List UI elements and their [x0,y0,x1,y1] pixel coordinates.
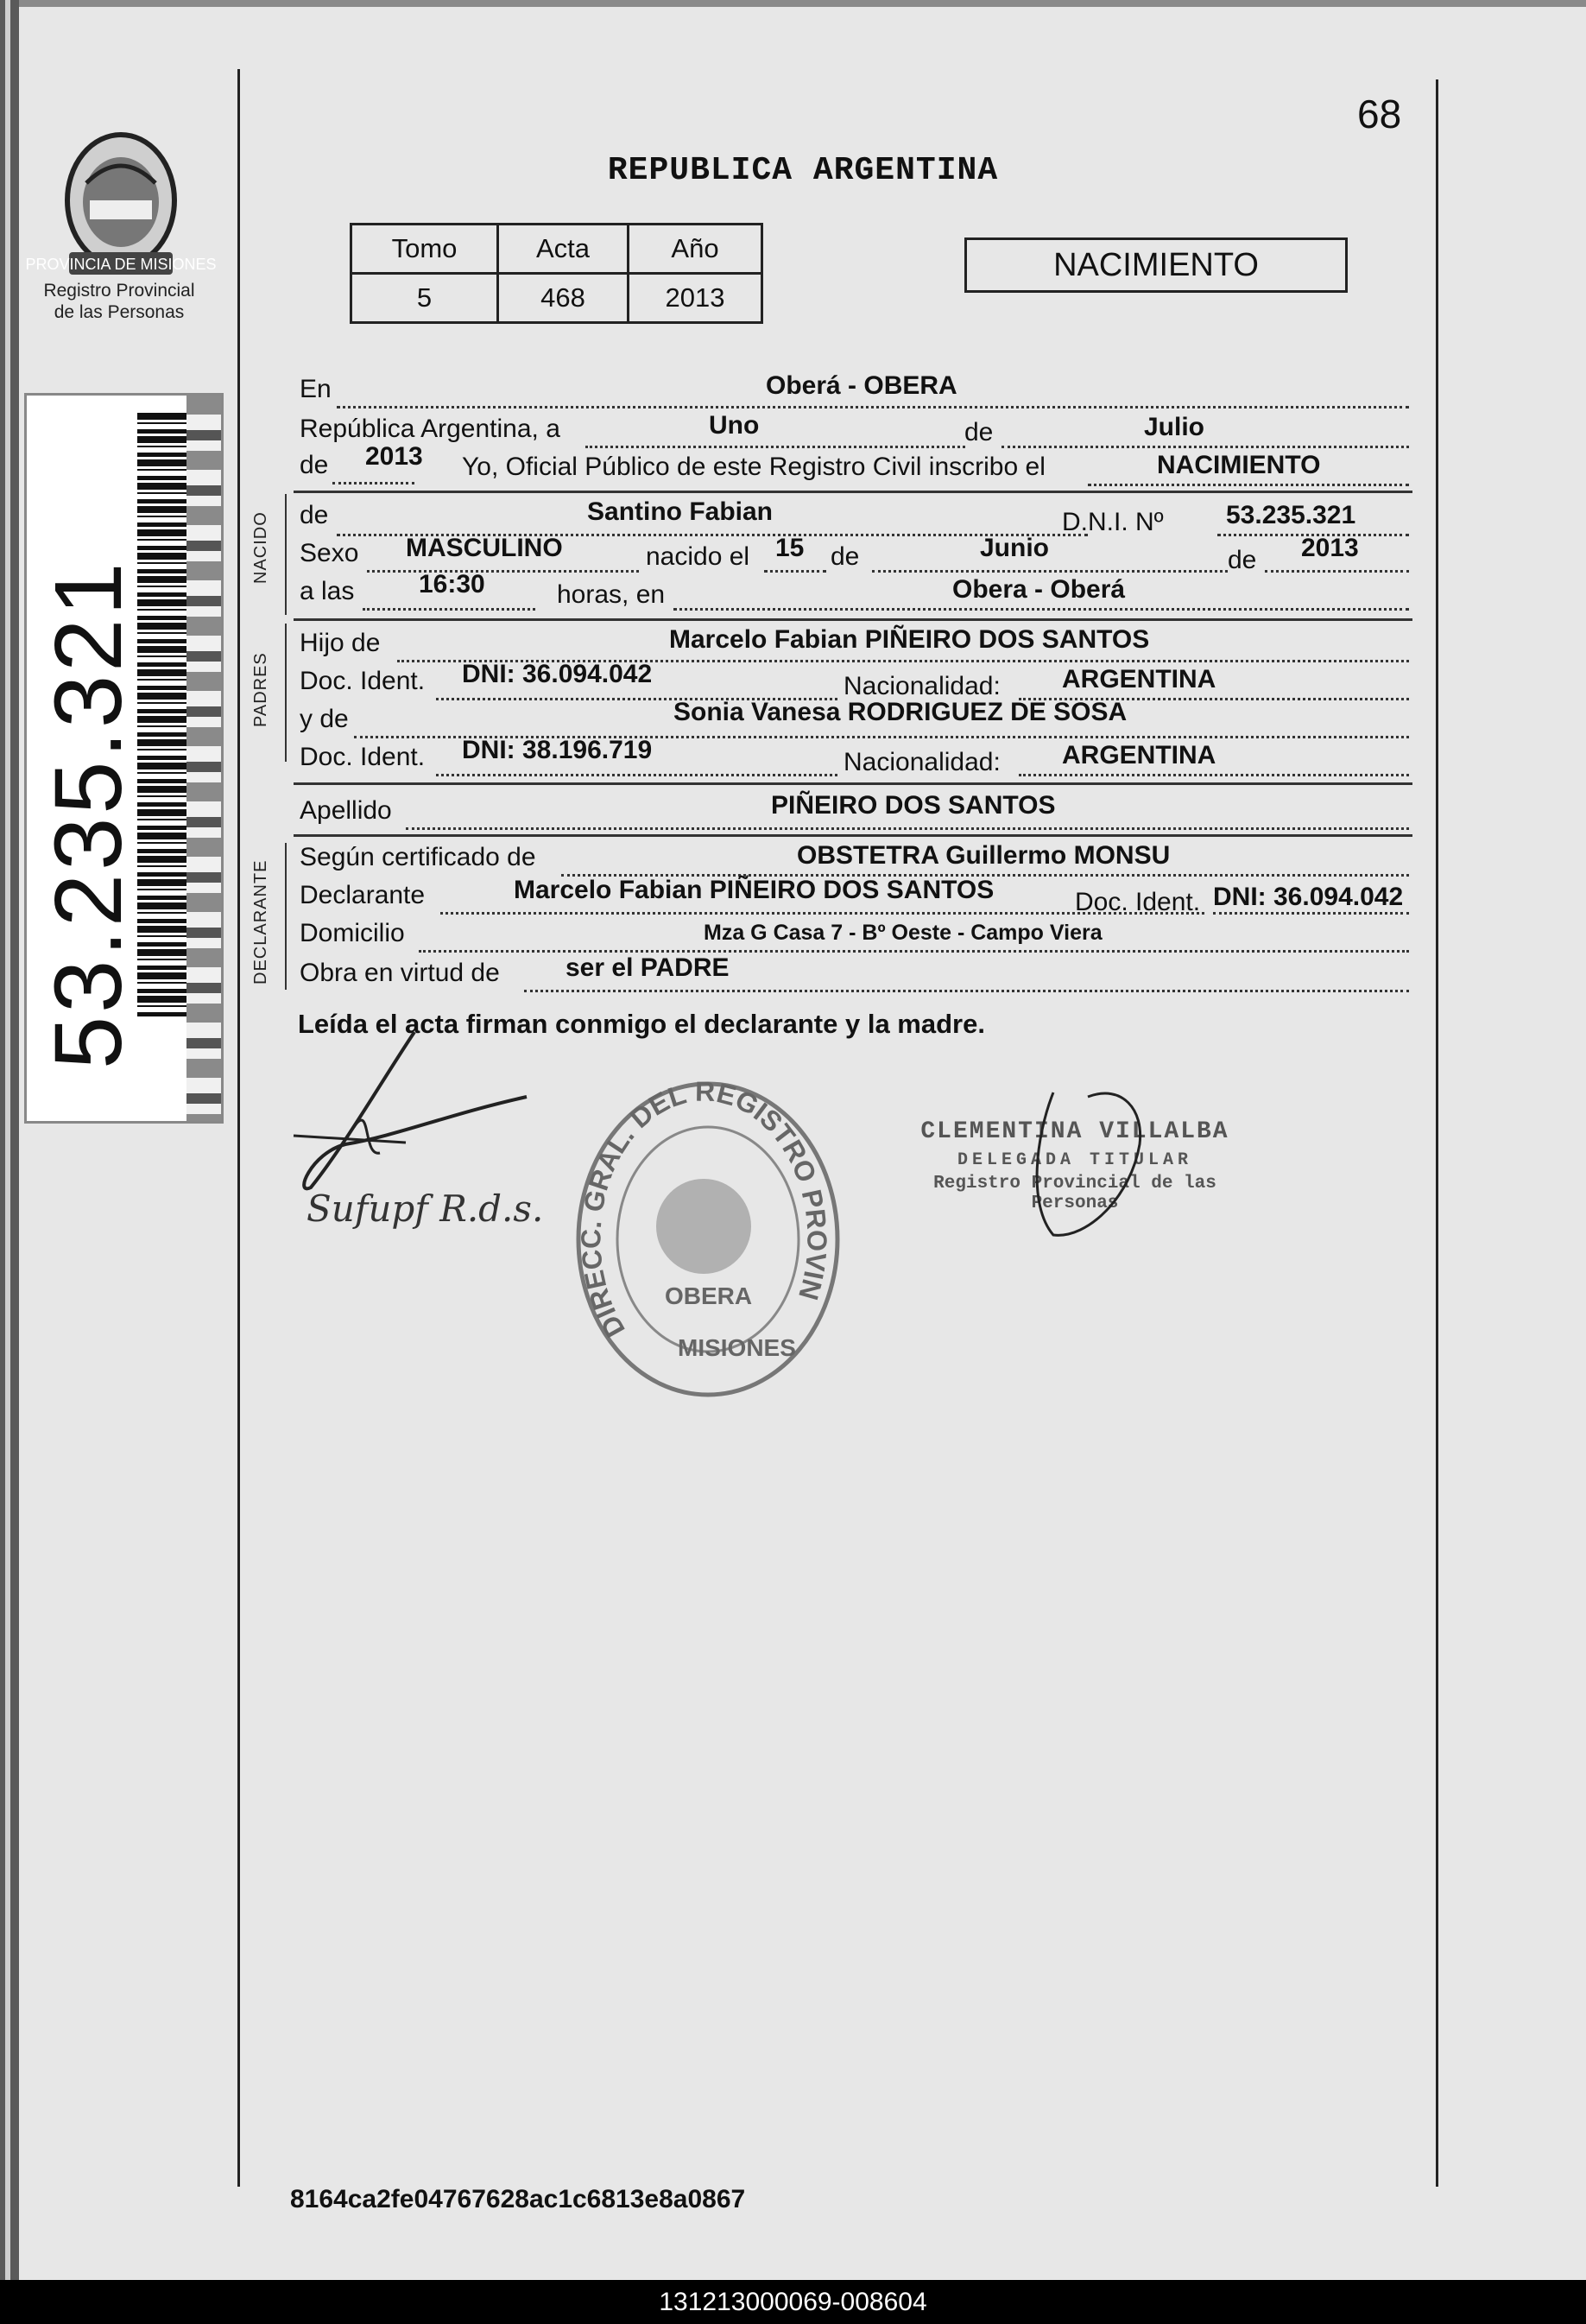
label-de-anio-nacimiento: de [1228,546,1257,574]
row-madre-doc [298,736,1412,776]
stamp-name: CLEMENTINA VILLALBA [920,1118,1229,1145]
seal-city: OBERA [665,1282,753,1309]
label-nacido-section: NACIDO [251,511,270,584]
label-apellido: Apellido [300,796,392,825]
value-tomo: 5 [351,274,498,323]
label-a-las: a las [300,577,355,605]
barcode-bars [137,413,189,1017]
value-dia-inscripcion: Uno [709,411,760,440]
registry-table [350,223,763,324]
stamp-office: Registro Provincial de las Personas [933,1174,1216,1213]
act-type-box: NACIMIENTO [964,237,1348,293]
row-hora [298,570,1412,609]
label-de-mes-nacimiento: de [831,542,860,571]
row-fecha [298,411,1412,446]
value-lugar-inscripcion: Oberá - OBERA [766,371,957,400]
value-anio-inscripcion: 2013 [365,442,423,471]
row-domicilio [298,915,1412,950]
label-nacido-el: nacido el [646,542,750,571]
value-obra: ser el PADRE [566,953,730,982]
stamp-role: DELEGADA TITULAR [957,1150,1193,1170]
security-pattern [186,396,221,1121]
label-sexo: Sexo [300,539,359,567]
value-certificado: OBSTETRA Guillermo MONSU [797,841,1171,870]
barcode-label [24,393,224,1124]
label-dni-nacido: D.N.I. Nº [1062,508,1164,536]
seal-text: DIRECC. GRAL. DEL REGISTRO PROVIN [575,1075,833,1343]
value-acta: 468 [498,274,629,323]
value-nac-madre: ARGENTINA [1062,741,1216,769]
province-logo [25,123,217,282]
label-certificado: Según certificado de [300,843,536,871]
footer-id: 131213000069-008604 [0,2280,1586,2324]
label-hijo-de: Hijo de [300,629,381,657]
label-doc-madre: Doc. Ident. [300,743,426,771]
right-margin-rule [1436,79,1438,2187]
header-tomo: Tomo [351,225,498,274]
value-apellido: PIÑEIRO DOS SANTOS [771,791,1056,820]
label-de-nombre: de [300,501,329,529]
label-horas-en: horas, en [557,580,666,609]
row-declarante [298,876,1412,916]
row-anio [298,442,1412,482]
row-en [298,371,1412,406]
label-doc-declarante: Doc. Ident. [1075,888,1201,916]
value-doc-padre: DNI: 36.094.042 [462,660,653,688]
logo-caption-line1: Registro Provincial [43,281,195,301]
value-dni-nacido: 53.235.321 [1226,501,1356,529]
value-anio: 2013 [629,274,762,323]
value-sexo: MASCULINO [406,534,563,562]
label-de-mes: de [964,418,994,446]
label-oficial: Yo, Oficial Público de este Registro Civil inscribo el [462,453,1046,481]
seal-province: MISIONES [678,1334,796,1361]
label-padres-section: PADRES [251,652,270,727]
value-madre: Sonia Vanesa RODRIGUEZ DE SOSA [673,698,1128,726]
header-acta: Acta [498,225,629,274]
row-obra [298,953,1412,988]
label-declarante-section: DECLARANTE [251,859,270,985]
row-padre-doc [298,660,1412,700]
value-nac-padre: ARGENTINA [1062,665,1216,693]
label-en: En [300,375,332,403]
row-apellido [298,791,1412,826]
label-nac-padre: Nacionalidad: [844,672,1001,700]
value-anio-nacimiento: 2013 [1301,534,1359,562]
document-hash: 8164ca2fe04767628ac1c6813e8a0867 [290,2185,746,2213]
logo-caption-line2: de las Personas [54,302,185,322]
value-nombre-nacido: Santino Fabian [587,497,774,526]
value-domicilio: Mza G Casa 7 - Bº Oeste - Campo Viera [704,921,1103,945]
label-republica: República Argentina, a [300,415,560,443]
label-doc-padre: Doc. Ident. [300,667,426,695]
row-nombre [298,497,1412,536]
officer-signature [1019,1084,1148,1244]
label-y-de: y de [300,705,349,733]
label-domicilio: Domicilio [300,919,405,947]
label-de-anio: de [300,451,329,479]
value-doc-declarante: DNI: 36.094.042 [1213,883,1404,911]
label-nac-madre: Nacionalidad: [844,748,1001,776]
barcode-number: 53.235.321 [35,559,142,1069]
page-binding-edge [0,0,19,2280]
value-declarante: Marcelo Fabian PIÑEIRO DOS SANTOS [514,876,995,904]
row-sexo [298,534,1412,574]
row-madre [298,698,1412,736]
row-padre [298,625,1412,660]
label-declarante: Declarante [300,881,426,909]
closing-statement: Leída el acta firman conmigo el declarante y la madre. [298,1009,985,1039]
row-certificado [298,839,1412,874]
logo-caption [33,280,205,323]
value-mes-nacimiento: Junio [980,534,1049,562]
page-title: REPUBLICA ARGENTINA [607,152,999,189]
left-margin-rule [237,69,240,2187]
value-lugar-nacimiento: Obera - Oberá [952,575,1126,604]
value-mes-inscripcion: Julio [1144,413,1205,441]
value-tipo-acta: NACIMIENTO [1157,451,1321,479]
signature-caption: Sufupf R.d.s. [306,1187,544,1230]
label-obra: Obra en virtud de [300,959,500,987]
value-hora: 16:30 [419,570,485,598]
header-anio: Año [629,225,762,274]
official-seal [566,1071,850,1408]
value-padre: Marcelo Fabian PIÑEIRO DOS SANTOS [669,625,1150,654]
logo-seal-text: PROVINCIA DE MISIONES [25,256,217,273]
page-number: 68 [1357,92,1402,136]
value-dia-nacimiento: 15 [775,534,805,562]
value-doc-madre: DNI: 38.196.719 [462,736,653,764]
